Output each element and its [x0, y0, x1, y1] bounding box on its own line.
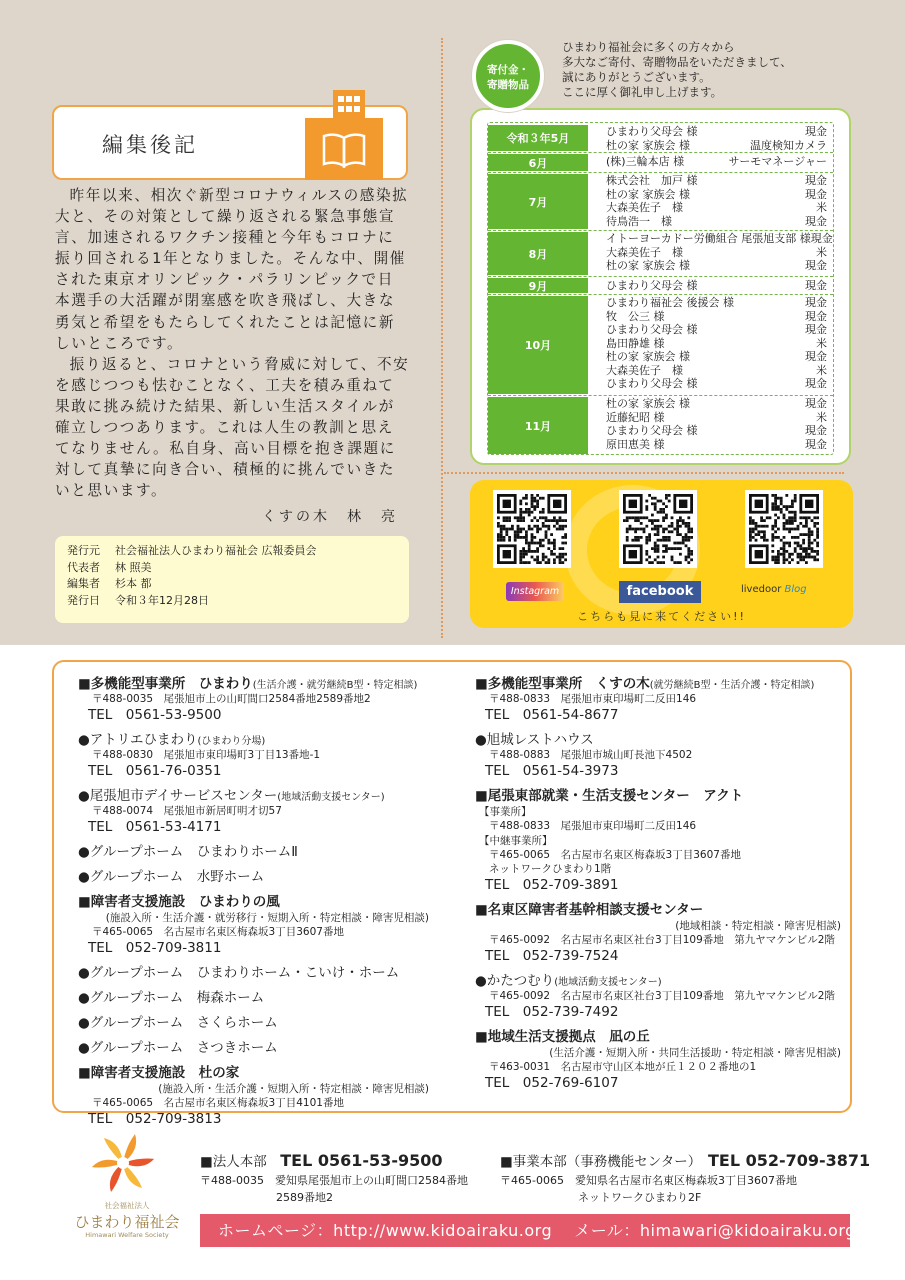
donation-item: 温度検知カメラ [750, 138, 827, 152]
donation-item: 現金 [805, 350, 827, 363]
donor-name: 牧 公三 様 [606, 309, 665, 323]
donation-item: 米 [816, 410, 827, 424]
donor-entry [606, 337, 827, 351]
donation-month-label: 6月 [488, 154, 588, 171]
office-services: (地域活動支援センター) [277, 792, 385, 803]
office-name [78, 784, 433, 804]
hq1-heading: ■法人本部 TEL 0561-53-9500 [200, 1151, 443, 1170]
donation-item: 現金 [805, 174, 827, 187]
donor-name: 島田静雄 様 [606, 336, 665, 350]
hq2-address: 〒465-0065 愛知県名古屋市名東区梅森坂3丁目3607番地 ネットワークひまわり2F [500, 1174, 797, 1204]
donor-name: 大森美佐子 様 [606, 363, 683, 377]
donor-entry [606, 377, 827, 391]
essay-signature: くすの木 林 亮 [262, 509, 398, 525]
office-phone: TEL 052-709-3813 [88, 1111, 222, 1127]
donor-entry [606, 246, 827, 260]
office-title: ■障害者支援施設 杜の家 [78, 1065, 240, 1081]
donor-name: ひまわり父母会 様 [606, 323, 698, 336]
logo-small-text: 社会福祉法人 [104, 1201, 150, 1210]
facebook-qr-code[interactable] [619, 490, 697, 568]
donor-name: ひまわり父母会 様 [606, 279, 698, 292]
office-address: 〒488-0883 尾張旭市城山町長池下4502 [489, 749, 693, 761]
book-icon [320, 130, 368, 168]
vertical-divider [441, 38, 443, 638]
office-services: (就労継続B型・生活介護・特定相談) [649, 680, 815, 691]
donor-name: ひまわり父母会 様 [606, 125, 698, 138]
donation-item: 現金 [810, 232, 833, 245]
office-title: ●尾張旭市デイサービスセンター [78, 788, 278, 804]
donor-name: 杜の家 家族会 様 [606, 187, 690, 201]
donor-name: 待鳥浩一 様 [606, 214, 672, 228]
office-address: 〒463-0031 名古屋市守山区本地が丘１２０２番地の1 [489, 1061, 757, 1073]
publisher-row: 編集者 杉本 都 [67, 577, 152, 590]
donation-month-label: 令和３年5月 [488, 125, 588, 151]
editor-essay [55, 185, 410, 501]
horizontal-divider [444, 472, 844, 474]
office-address: ネットワークひまわり1階 [489, 863, 612, 875]
office-address: 〒488-0074 尾張旭市新居町明才切57 [92, 805, 282, 817]
office-section-label: 【事業所】 [479, 806, 532, 818]
donor-name: 杜の家 家族会 様 [606, 350, 690, 363]
donation-item: 現金 [805, 309, 827, 323]
group-home-name: ●グループホーム 梅森ホーム [78, 990, 265, 1006]
donation-item: 現金 [805, 377, 827, 390]
donation-item: 米 [816, 363, 827, 377]
donation-thanks: ひまわり福祉会に多くの方々から 多大なご寄付、寄贈物品をいただきまして、 誠にありがとうございます。 ここに厚く御礼申し上げます。 [562, 40, 792, 99]
donor-entry [606, 424, 827, 438]
office-phone: TEL 052-769-6107 [485, 1075, 619, 1091]
office-title: ■尾張東部就業・生活支援センター アクト [475, 788, 744, 804]
publisher-row: 発行日 令和３年12月28日 [67, 593, 209, 607]
donation-item: 現金 [805, 397, 827, 410]
group-home-name: ●グループホーム ひまわりホームⅡ [78, 844, 298, 860]
donation-month-label: 9月 [488, 278, 588, 293]
donation-item: 現金 [805, 437, 827, 451]
office-address: 〒465-0065 名古屋市名東区梅森坂3丁目4101番地 [92, 1097, 344, 1109]
office-title: ●かたつむり [475, 973, 555, 989]
office-name [78, 728, 433, 748]
logo-english: Himawari Welfare Society [85, 1231, 169, 1239]
sns-panel [470, 480, 853, 628]
office-phone: TEL 052-739-7492 [485, 1004, 619, 1020]
office-section-label: 【中継事業所】 [479, 835, 553, 847]
office-services: (施設入所・生活介護・就労移行・短期入所・特定相談・障害児相談) [105, 912, 429, 924]
office-phone: TEL 0561-54-3973 [485, 763, 619, 779]
offices-right-column [475, 672, 845, 1096]
donor-entry [606, 188, 827, 202]
office-services: (施設入所・生活介護・短期入所・特定相談・障害児相談) [158, 1083, 429, 1095]
office-name [475, 728, 845, 748]
donation-item: 米 [816, 336, 827, 350]
office-address: 〒465-0065 名古屋市名東区梅森坂3丁目3607番地 [92, 926, 344, 938]
donation-badge: 寄付金・ 寄贈物品 [472, 40, 544, 112]
donation-item: サーモマネージャー [728, 155, 827, 168]
office-phone: TEL 052-709-3811 [88, 940, 222, 956]
donor-name: 近藤紀昭 様 [606, 410, 665, 424]
donation-month-row [488, 396, 833, 455]
donor-entry [606, 279, 827, 293]
office-title: ■多機能型事業所 くすの木 [475, 676, 650, 692]
donation-item: 現金 [805, 187, 827, 201]
editor-title: 編集後記 [102, 133, 198, 157]
donation-month-row [488, 153, 833, 173]
donation-month-label: 11月 [488, 397, 588, 454]
office-title: ■地域生活支援拠点 凪の丘 [475, 1029, 650, 1045]
donation-month-row [488, 295, 833, 396]
donation-month-label: 10月 [488, 296, 588, 394]
donor-entry [606, 139, 827, 153]
donation-item: 米 [816, 201, 827, 214]
blog-qr-code[interactable] [745, 490, 823, 568]
donation-item: 現金 [805, 259, 827, 272]
donor-entry [606, 438, 827, 452]
donor-name: 杜の家 家族会 様 [606, 138, 690, 152]
publisher-info [55, 536, 409, 623]
office-services: (ひまわり分場) [197, 736, 266, 747]
office-services: (地域相談・特定相談・障害児相談) [675, 920, 841, 932]
donor-entry [606, 364, 827, 378]
office-phone: TEL 0561-53-9500 [88, 707, 222, 723]
donor-entry [606, 201, 827, 215]
donor-entry [606, 411, 827, 425]
office-title: ●旭城レストハウス [475, 732, 594, 748]
donor-entry [606, 174, 827, 188]
office-title: ■名東区障害者基幹相談支援センター [475, 902, 704, 918]
office-address: 〒488-0035 尾張旭市上の山町間口2584番地2589番地2 [92, 693, 371, 705]
donation-month-label: 7月 [488, 174, 588, 229]
office-name [475, 784, 845, 804]
office-address: 〒465-0092 名古屋市名東区社台3丁目109番地 第九ヤマケンビル2階 [489, 934, 835, 946]
office-name [475, 898, 845, 918]
donation-item: 現金 [805, 424, 827, 437]
office-name [78, 890, 433, 910]
donation-month-row [488, 277, 833, 295]
instagram-logo[interactable]: Instagram [506, 582, 564, 601]
group-home-name: ●グループホーム さくらホーム [78, 1015, 278, 1031]
office-phone: TEL 052-739-7524 [485, 948, 619, 964]
hq2-heading: ■事業本部（事務機能センター） TEL 052-709-3871 [500, 1151, 871, 1170]
donor-entry [606, 323, 827, 337]
group-home-name: ●グループホーム ひまわりホーム・こいけ・ホーム [78, 965, 400, 981]
donation-month-row [488, 124, 833, 153]
donation-item: 現金 [805, 125, 827, 138]
donation-item: 現金 [805, 296, 827, 309]
donation-month-row [488, 173, 833, 231]
group-home-name: ●グループホーム 水野ホーム [78, 869, 265, 885]
donation-item: 現金 [805, 279, 827, 292]
office-services: (生活介護・就労継続B型・特定相談) [252, 680, 418, 691]
offices-left-column [78, 672, 433, 1132]
office-title: ●アトリエひまわり [78, 732, 198, 748]
essay-paragraph: 昨年以来、相次ぐ新型コロナウィルスの感染拡大と、その対策として繰り返される緊急事態宣言、加速されるワクチン接種と今年もコロナに振り回される1年となりました。そんな中、開催された東京オリンピック・パラリンピックで日本選手の大活躍が閉塞感を吹き飛ばし、大きな勇気と希望をもたらしてくれたことは記憶に新しいところです。 [55, 187, 409, 352]
office-address: 〒465-0065 名古屋市名東区梅森坂3丁目3607番地 [489, 849, 741, 861]
office-name [78, 672, 433, 692]
office-title: ■障害者支援施設 ひまわりの風 [78, 894, 280, 910]
donation-month-label: 8月 [488, 232, 588, 275]
donation-item: 米 [816, 245, 827, 259]
donor-entry [606, 296, 827, 310]
group-home-name: ●グループホーム さつきホーム [78, 1040, 278, 1056]
donor-name: 大森美佐子 様 [606, 201, 683, 214]
office-phone: TEL 0561-54-8677 [485, 707, 619, 723]
donor-name: 原田恵美 様 [606, 437, 665, 451]
office-services: (生活介護・短期入所・共同生活援助・特定相談・障害児相談) [549, 1047, 841, 1059]
donor-entry [606, 232, 833, 246]
donation-item: 現金 [805, 214, 827, 228]
donor-entry [606, 310, 827, 324]
donor-entry [606, 259, 827, 273]
donor-name: ひまわり父母会 様 [606, 377, 698, 390]
donor-name: ひまわり父母会 様 [606, 424, 698, 437]
donor-entry [606, 350, 827, 364]
office-address: 〒488-0833 尾張旭市東印場町二反田146 [489, 820, 697, 832]
donor-entry [606, 155, 827, 169]
hq1-address: 〒488-0035 愛知県尾張旭市上の山町間口2584番地 2589番地2 [200, 1174, 468, 1204]
office-name [475, 1025, 845, 1045]
donor-name: 大森美佐子 様 [606, 245, 683, 259]
himawari-logo-icon [88, 1128, 158, 1198]
logo-name: ひまわり福祉会 [74, 1213, 180, 1231]
office-name [78, 1061, 433, 1081]
office-address: 〒465-0092 名古屋市名東区社台3丁目109番地 第九ヤマケンビル2階 [489, 990, 835, 1002]
office-services: (地域活動支援センター) [554, 977, 662, 988]
donor-name: 株式会社 加戸 様 [606, 174, 698, 187]
donor-entry [606, 397, 827, 411]
publisher-row: 代表者 林 照美 [67, 560, 152, 574]
donation-item: 現金 [805, 323, 827, 336]
donor-name: 杜の家 家族会 様 [606, 259, 690, 272]
donation-month-row [488, 231, 833, 277]
donor-entry [606, 215, 827, 229]
publisher-row: 発行元 社会福祉法人ひまわり福祉会 広報委員会 [67, 544, 317, 557]
livedoor-blog-logo[interactable]: livedoor Blog [741, 584, 807, 595]
office-name [475, 969, 845, 989]
homepage-email-bar[interactable]: ホームページ：http://www.kidoairaku.org メール：himawari@kidoairaku.org [200, 1214, 850, 1247]
office-phone: TEL 052-709-3891 [485, 877, 619, 893]
essay-paragraph: 振り返ると、コロナという脅威に対して、不安を感じつつも怯むことなく、工夫を積み重ねて果敢に挑み続けた結果、新しい生活スタイルが確立しつつあります。これは人生の教訓と思えてなりません。私自身、高い目標を抱き課題に対して真摯に向き合い、積極的に挑んでいきたいと思います。 [55, 355, 410, 500]
sns-caption: こちらも見に来てください!! [577, 610, 746, 623]
donor-name: 杜の家 家族会 様 [606, 397, 690, 410]
office-title: ■多機能型事業所 ひまわり [78, 676, 253, 692]
donor-name: ひまわり福祉会 後援会 様 [606, 296, 734, 309]
donor-entry [606, 125, 827, 139]
building-icon [333, 90, 365, 120]
donor-name: イトーヨーカドー労働組合 尾張旭支部 様 [606, 232, 811, 245]
office-name [475, 672, 845, 692]
office-address: 〒488-0833 尾張旭市東印場町二反田146 [489, 693, 697, 705]
office-address: 〒488-0830 尾張旭市東印場町3丁目13番地-1 [92, 749, 321, 761]
office-phone: TEL 0561-76-0351 [88, 763, 222, 779]
donor-name: (株)三輪本店 様 [606, 155, 685, 168]
instagram-qr-code[interactable] [493, 490, 571, 568]
facebook-logo[interactable]: facebook [619, 581, 701, 603]
office-phone: TEL 0561-53-4171 [88, 819, 222, 835]
